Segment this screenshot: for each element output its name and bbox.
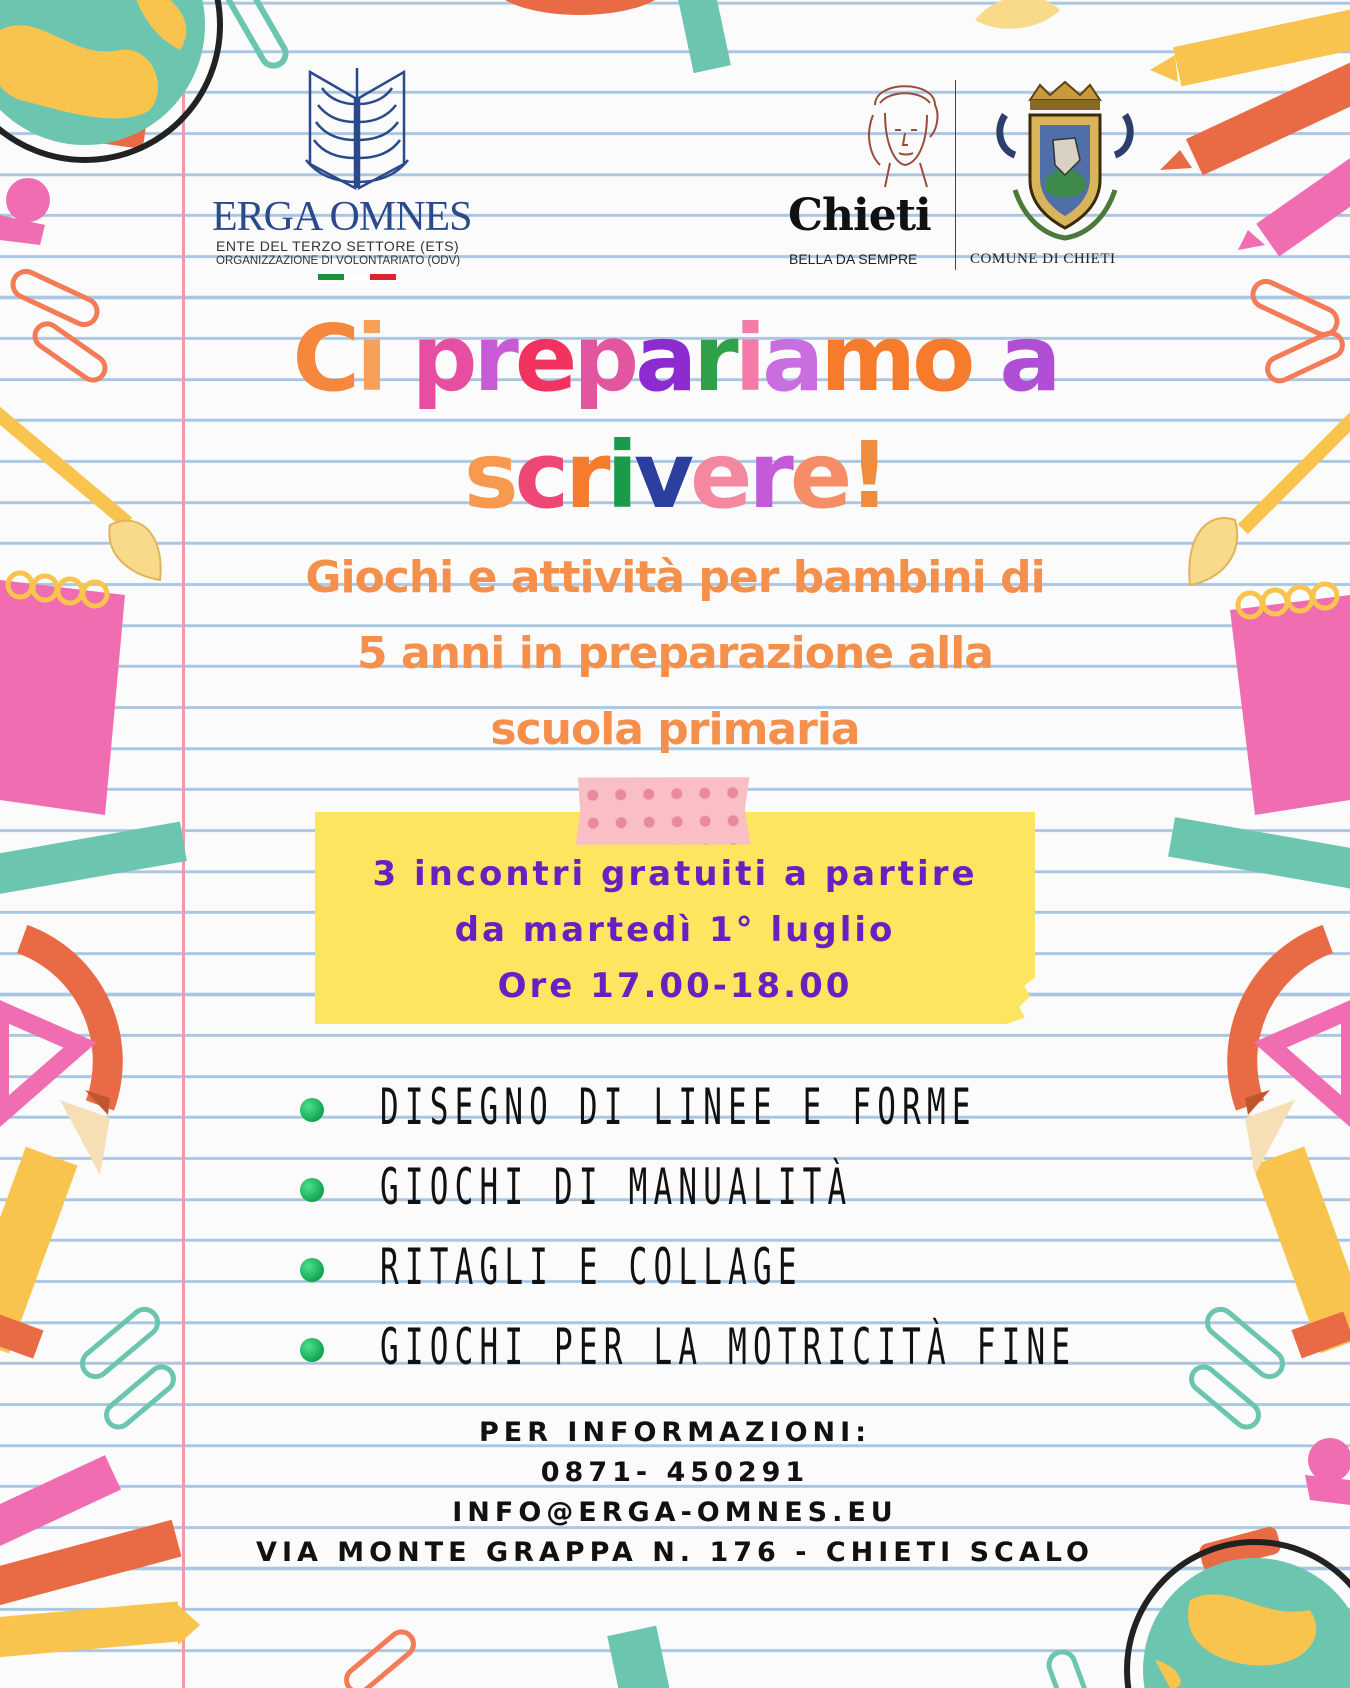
contact-phone[interactable]: 0871- 450291 (540, 1457, 810, 1488)
paperclip-left-bottom-icon (77, 1304, 178, 1432)
ruler-right-icon (1168, 817, 1350, 893)
comune-di-chieti-label: COMUNE DI CHIETI (970, 251, 1116, 267)
green-bullet-icon (300, 1338, 324, 1362)
pencil-right-icon (1245, 1090, 1350, 1358)
subtitle-line: scuola primaria (490, 704, 860, 755)
event-details (315, 846, 1035, 1014)
paperclip-right-icon (1249, 277, 1347, 385)
activity-label: GIOCHI DI MANUALITÀ (380, 1158, 853, 1216)
ruler-top-icon (677, 0, 731, 73)
globe-bottom-right-icon (1127, 1525, 1350, 1688)
event-details-line: 3 incontri gratuiti a partire (372, 854, 978, 894)
headline-line-1 (195, 305, 1155, 412)
event-time: Ore 17.00-18.00 (497, 966, 853, 1006)
headline-line-2 (195, 422, 1155, 529)
pencil-left-icon (0, 1090, 110, 1359)
pushpin-left-icon (0, 178, 50, 245)
contact-email[interactable]: INFO@ERGA-OMNES.EU (452, 1497, 898, 1528)
contact-heading: PER INFORMAZIONI: (478, 1417, 872, 1448)
logo-divider (955, 80, 956, 270)
green-bullet-icon (300, 1098, 324, 1122)
crayons-left-bottom-icon (0, 1455, 200, 1659)
pushpin-right-icon (1305, 1438, 1350, 1505)
ruler-left-icon (0, 822, 187, 899)
subtitle (200, 540, 1150, 768)
paintbrush-left-icon (0, 396, 161, 580)
chieti-tagline: BELLA DA SEMPRE (789, 251, 918, 267)
italian-flag-stripe (318, 274, 396, 280)
coat-of-arms-icon (995, 80, 1135, 245)
erga-omnes-odv-line: ORGANIZZAZIONE DI VOLONTARIATO (ODV) (216, 255, 461, 267)
erga-omnes-name: ERGA OMNES (212, 194, 472, 240)
crayons-right-top-icon (1150, 4, 1350, 257)
flag-green (318, 274, 344, 280)
chieti-name: Chieti (788, 190, 931, 241)
green-bullet-icon (300, 1178, 324, 1202)
flag-white (344, 274, 370, 280)
contact-address: VIA MONTE GRAPPA N. 176 - CHIETI SCALO (256, 1537, 1094, 1568)
statue-head-icon (845, 75, 965, 190)
ruler-bottom-icon (607, 1626, 673, 1688)
chieti-logo-group (780, 75, 1160, 275)
activity-label: RITAGLI E COLLAGE (380, 1238, 803, 1296)
green-bullet-icon (300, 1258, 324, 1282)
brush-tip-top-icon (975, 0, 1060, 29)
globe-icon (0, 0, 220, 160)
paperclip-left-icon (9, 267, 110, 385)
paperclip-bottom-2-icon (1045, 1648, 1100, 1688)
paintbrush-right-icon (1189, 390, 1350, 585)
notebook-right-icon (1230, 584, 1350, 815)
washi-tape-icon (574, 774, 750, 847)
subtitle-line: Giochi e attività per bambini di (305, 552, 1045, 603)
wheat-ear-icon (210, 60, 510, 190)
subtitle-line: 5 anni in preparazione alla (357, 628, 993, 679)
contact-info (195, 1413, 1155, 1573)
erga-omnes-ets-line: ENTE DEL TERZO SETTORE (ETS) (216, 238, 460, 254)
flag-red (370, 274, 396, 280)
activity-label: DISEGNO DI LINEE E FORME (380, 1078, 977, 1136)
protractor-left-icon (0, 925, 164, 1115)
event-details-line: da martedì 1° luglio (454, 910, 896, 950)
notebook-left-icon (0, 573, 125, 815)
protractor-right-icon (1186, 925, 1350, 1115)
paperclip-right-bottom-icon (1187, 1304, 1288, 1432)
headline-line-1-text: Ci prepariamo a (292, 305, 1058, 412)
activity-label: GIOCHI PER LA MOTRICITÀ FINE (380, 1318, 1077, 1376)
headline-line-2-text: scrivere! (463, 422, 887, 529)
erga-omnes-logo (210, 60, 510, 290)
protractor-top-icon (505, 0, 655, 15)
paperclip-bottom-icon (342, 1627, 419, 1688)
